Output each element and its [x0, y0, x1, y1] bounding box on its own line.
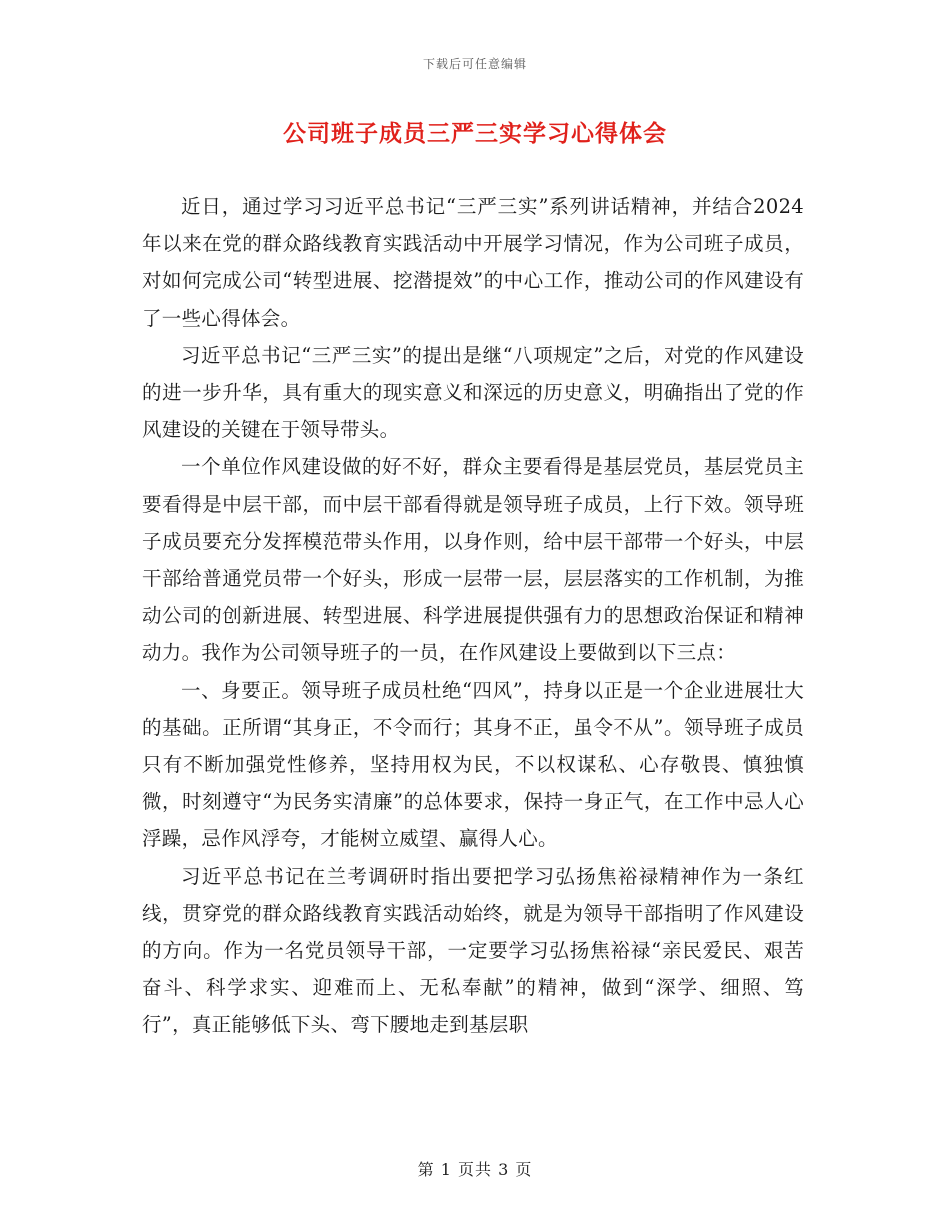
document-body: [142, 188, 804, 1044]
paragraph: 习近平总书记“三严三实”的提出是继“八项规定”之后，对党的作风建设的进一步升华，具有重大的现实意义和深远的历史意义，明确指出了党的作风建设的关键在于领导带头。: [142, 343, 804, 442]
paragraph: 习近平总书记在兰考调研时指出要把学习弘扬焦裕禄精神作为一条红线，贯穿党的群众路线教育实践活动始终，就是为领导干部指明了作风建设的方向。作为一名党员领导干部，一定要学习弘扬焦裕禄“亲民爱民、艰苦奋斗、科学求实、迎难而上、无私奉献”的精神，做到“深学、细照、笃行”，真正能够低下头、弯下腰地走到基层职: [142, 864, 804, 1037]
paragraph: 近日，通过学习习近平总书记“三严三实”系列讲话精神，并结合2024年以来在党的群众路线教育实践活动中开展学习情况，作为公司班子成员，对如何完成公司“转型进展、挖潜提效”的中心工作，推动公司的作风建设有了一些心得体会。: [142, 195, 804, 330]
paragraph: 一、身要正。领导班子成员杜绝“四风”，持身以正是一个企业进展壮大的基础。正所谓“其身正，不令而行；其身不正，虽令不从”。领导班子成员只有不断加强党性修养，坚持用权为民，不以权谋私、心存敬畏、慎独慎微，时刻遵守“为民务实清廉”的总体要求，保持一身正气，在工作中忌人心浮躁，忌作风浮夸，才能树立威望、赢得人心。: [142, 678, 804, 851]
page-number-footer: 第 1 页共 3 页: [417, 1160, 533, 1179]
header-note: 下载后可任意编辑: [422, 57, 527, 71]
document-title: 公司班子成员三严三实学习心得体会: [283, 120, 667, 147]
paragraph: 一个单位作风建设做的好不好，群众主要看得是基层党员，基层党员主要看得是中层干部，而中层干部看得就是领导班子成员，上行下效。领导班子成员要充分发挥模范带头作用，以身作则，给中层干部带一个好头，中层干部给普通党员带一个好头，形成一层带一层，层层落实的工作机制，为推动公司的创新进展、转型进展、科学进展提供强有力的思想政治保证和精神动力。我作为公司领导班子的一员，在作风建设上要做到以下三点：: [142, 455, 804, 665]
